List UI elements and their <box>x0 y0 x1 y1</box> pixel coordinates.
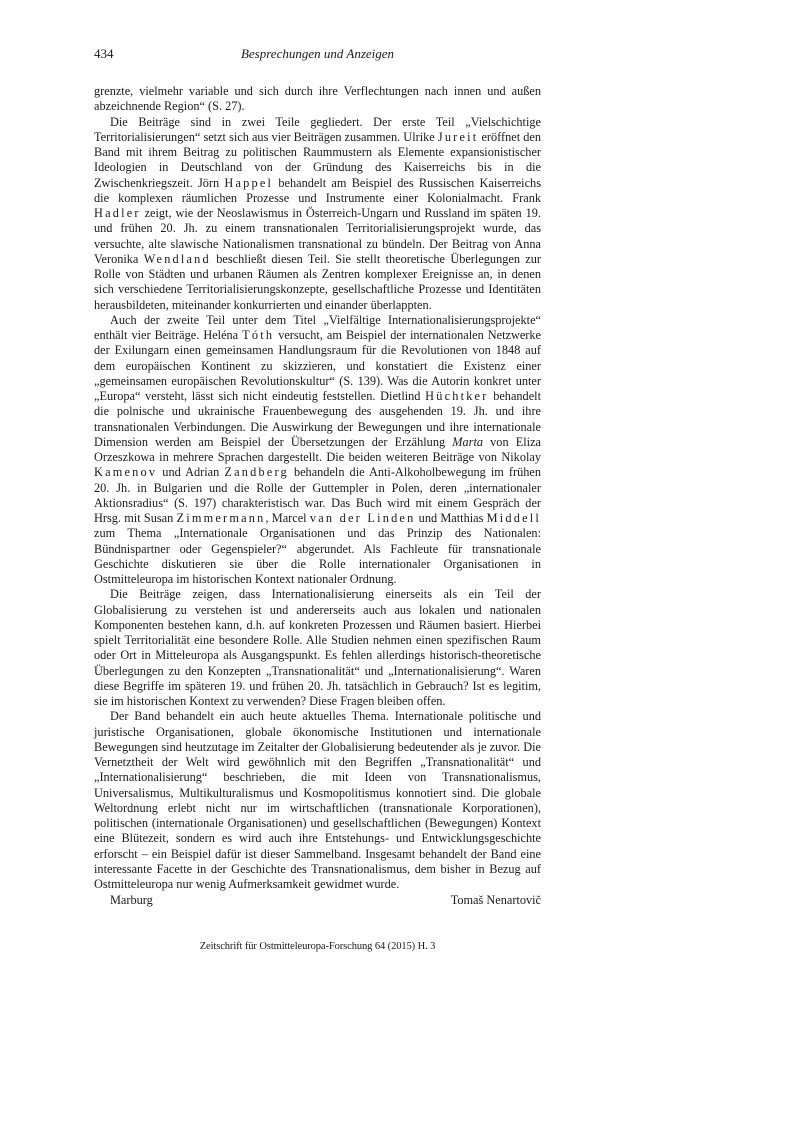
author-name: Tóth <box>242 328 275 342</box>
author-name: van der Linden <box>309 511 416 525</box>
review-body <box>94 84 541 892</box>
page-number: 434 <box>94 46 114 61</box>
text-run: , Marcel <box>265 511 310 525</box>
author-name: Zimmermann <box>176 511 266 525</box>
paragraph-4: Die Beiträge zeigen, dass Internationalisierung einerseits als ein Teil der Globalisierung zu verstehen ist und andererseits auch aus lokalen und nationalen Komponenten bestehen kann, d.h. auf konkreten Prozessen und Räumen basiert. Hierbei spielt Territorialität eine besondere Rolle. Alle Studien nehmen einen spezifischen Raum oder Ort in Mitteleuropa als Ausgangspunkt. Es fehlen allerdings historisch-theoretische Überlegungen zu den Konzepten „Transnationalität“ und „Internationalisierung“. Waren diese Begriffe im späteren 19. und frühen 20. Jh. tatsächlich in Gebrauch? Ist es legitim, sie im historischen Kontext zu verwenden? Diese Fragen bleiben offen. <box>94 587 541 708</box>
journal-section-title: Besprechungen und Anzeigen <box>240 46 395 61</box>
text-run: behandeln die Anti-Alkoholbewegung im frühen 20. Jh. in Bulgarien und die Rolle der Guttempler in Polen, deren „internationaler Aktionsradius“ (S. 197) charakteristisch war. Das Buch wird mit einem Gespräch der Hrsg. mit Susan <box>94 465 542 525</box>
book-title: Marta <box>452 434 484 449</box>
text-run: behandelt die polnische und ukrainische Frauenbewegung des ausgehenden 19. Jh. und ihre transnationalen Verbindungen. Die Auswirkung der Bewegungen und ihre internationale Dimension werden am Beispiel der Übersetzungen der Erzählung <box>94 389 541 449</box>
author-name: Zandberg <box>224 465 289 480</box>
author-name: Hadler <box>94 206 141 220</box>
document-page <box>94 46 541 955</box>
author-name: Middell <box>486 511 542 525</box>
text-run: zum Thema „Internationale Organisationen und das Prinzip des Nationalen: Bündnispartner oder Gegenspieler?“ abgerundet. Als Fachleute für transnationale Geschichte diskutieren sie über die Rolle internationaler Organisationen in Ostmitteleuropa im historischen Kontext nationaler Ordnung. <box>94 526 541 586</box>
text-run: zeigt, wie der Neoslawismus in Österreich-Ungarn und Russland im späten 19. und frühen 20. Jh. zu einem transnationalen Territorialisierungsprojekt wurde, das versuchte, alte slawische Nationalismen transnational zu bündeln. Der Beitrag von Anna Veronika <box>94 206 541 266</box>
author-name: Wendland <box>143 251 211 266</box>
paragraph-5: Der Band behandelt ein auch heute aktuelles Thema. Internationale politische und juristische Organisationen, globale ökonomische Institutionen und internationale Bewegungen sind heutzutage im Zeitalter der Globalisierung bedeutender als je zuvor. Die Vernetztheit der Welt wird gewöhnlich mit den Begriffen „Transnationalität“ und „Internationalisierung“ beschrieben, die mit Ideen von Transnationalismus, Universalismus, Multikulturalismus und Kosmopolitismus konnotiert sind. Die globale Weltordnung erlebt nicht nur im wirtschaftlichen (transnationale Korporationen), politischen (internationale Organisationen) und gesellschaftlichen (Bewegungen) Kontext eine Blütezeit, sondern es wird auch ihre Entstehungs- und Entwicklungsgeschichte erforscht – ein Beispiel dafür ist dieser Sammelband. Insgesamt behandelt der Band eine interessante Facette in der Geschichte des Transnationalismus, dem bisher in Bezug auf Ostmitteleuropa nur wenig Aufmerksamkeit gewidmet wurde. <box>94 709 541 891</box>
text-run: Auch der zweite Teil unter dem Titel „Vielfältige Internationalisierungsprojekte“ enthält vier Beiträge. Heléna <box>94 312 541 342</box>
text-run: und Adrian <box>157 465 225 480</box>
author-name: Hüchtker <box>425 389 489 403</box>
review-signature <box>94 893 541 909</box>
paragraph-3 <box>94 313 541 588</box>
text-run: von Eliza Orzeszkowa in mehrere Sprachen dargestellt. Die beiden weiteren Beiträge von Nikolay <box>94 434 541 464</box>
text-run: beschließt diesen Teil. Sie stellt theoretische Überlegungen zur Rolle von Städten und urbanen Räumen als Zentren komplexer Ereignisse an, in denen sich verschiedene Territorialisierungskonzepte, gesellschaftliche Prozesse und Identitäten herausbildeten, miteinander konkurrierten und einander überlappten. <box>94 251 542 312</box>
signature-place: Marburg <box>110 893 153 908</box>
journal-footer: Zeitschrift für Ostmitteleuropa-Forschung 64 (2015) H. 3 <box>199 941 436 953</box>
text-run: Die Beiträge sind in zwei Teile gegliedert. Der erste Teil „Vielschichtige Territorialisierungen“ setzt sich aus vier Beiträgen zusammen. Ulrike <box>94 114 541 144</box>
author-name: Kamenov <box>94 465 158 480</box>
signature-author: Tomaš Nenartovič <box>450 893 541 908</box>
author-name: Happel <box>224 175 274 190</box>
running-head <box>94 46 541 66</box>
text-run: und Matthias <box>415 511 487 525</box>
text-run: eröffnet den Band mit ihrem Beitrag zu politischen Raummustern als Elemente expansionistischer Ideologien in Deutschland von der Gründung des Kaiserreichs bis in die Zwischenkriegszeit. Jörn <box>94 129 541 190</box>
text-run: versucht, am Beispiel der internationalen Netzwerke der Exilungarn einen gemeinsamen Handlungsraum für die Revolutionen von 1848 auf dem europäischen Kontinent zu skizzieren, und konstatiert die Existenz einer „gemeinsamen europäischen Revolutionskultur“ (S. 139). Was die Autorin konkret unter „Europa“ versteht, lässt sich nicht eindeutig feststellen. Dietlind <box>94 328 541 403</box>
author-name: Jureit <box>437 129 479 144</box>
text-run: behandelt am Beispiel des Russischen Kaiserreichs die komplexen räumlichen Prozesse und Instrumente einer Kolonialmacht. Frank <box>94 175 541 205</box>
paragraph-2 <box>94 115 541 313</box>
paragraph-1: grenzte, vielmehr variable und sich durch ihre Verflechtungen nach innen und außen abzeichnende Region“ (S. 27). <box>94 84 541 114</box>
